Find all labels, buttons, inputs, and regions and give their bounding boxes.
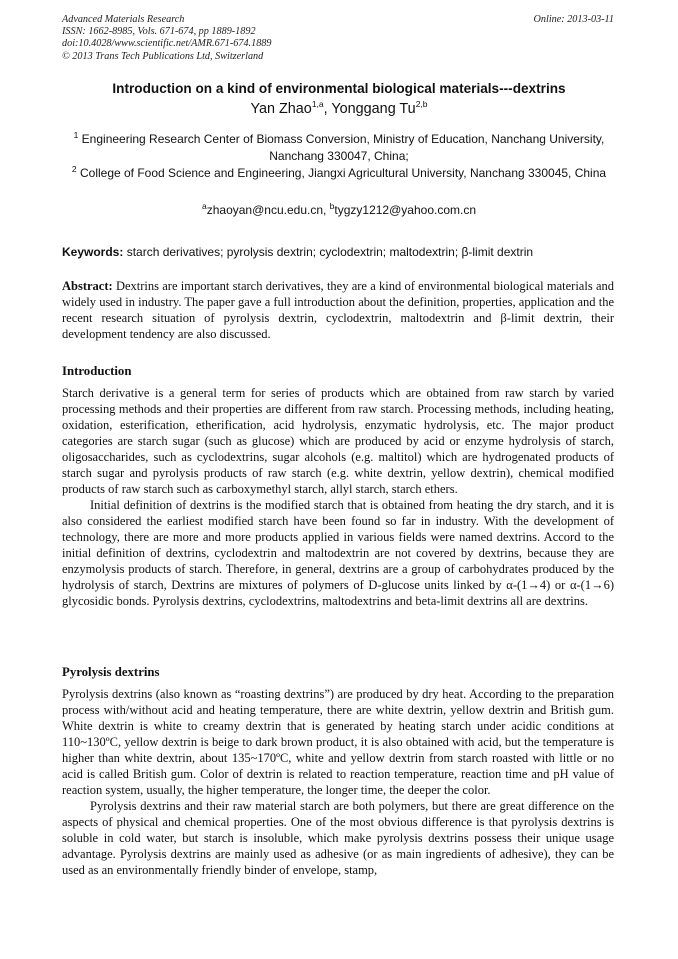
affiliation-1 xyxy=(60,131,618,164)
keywords-text: starch derivatives; pyrolysis dextrin; cyclodextrin; maltodextrin; β-limit dextrin xyxy=(123,245,534,259)
email-b-link[interactable]: tygzy1212@yahoo.com.cn xyxy=(334,203,476,217)
email-a-sup: a xyxy=(202,201,207,211)
affiliation-2 xyxy=(70,165,608,182)
journal-name: Advanced Materials Research xyxy=(62,14,185,25)
keywords-label: Keywords: xyxy=(62,245,124,259)
section-introduction xyxy=(62,363,614,609)
journal-doi: doi:10.4028/www.scientific.net/AMR.671-674.1889 xyxy=(62,38,272,50)
journal-issn: ISSN: 1662-8985, Vols. 671-674, pp 1889-1892 xyxy=(62,26,256,38)
affiliation-1-text: Engineering Research Center of Biomass Conversion, Ministry of Education, Nanchang University, Nanchang 330047, China; xyxy=(78,132,605,163)
affiliation-2-text: College of Food Science and Engineering, Jiangxi Agricultural University, Nanchang 330045, China xyxy=(76,166,607,180)
author-1-name: Yan Zhao xyxy=(250,101,312,117)
pyrolysis-paragraph-2: Pyrolysis dextrins and their raw material starch are both polymers, but there are great difference on the aspects of physical and chemical properties. One of the most obvious difference is that pyrolysis dextrins is soluble in cold water, but starch is insoluble, which make pyrolysis dextrins possess their unique usage advantage. Pyrolysis dextrins are mainly used as adhesive (or as main ingredients of adhesive), they can be used as an environmentally friendly binder of envelope, stamp, xyxy=(62,799,614,877)
pyrolysis-heading: Pyrolysis dextrins xyxy=(62,665,160,679)
journal-copyright: © 2013 Trans Tech Publications Ltd, Switzerland xyxy=(62,50,264,62)
author-2-sup: 2,b xyxy=(415,99,428,110)
affiliation-2-num: 2 xyxy=(71,164,77,174)
author-separator: , xyxy=(323,101,332,117)
email-b-sup: b xyxy=(329,201,335,211)
paper-title: Introduction on a kind of environmental biological materials---dextrins xyxy=(112,81,566,96)
email-separator: , xyxy=(323,203,330,217)
author-list xyxy=(40,101,638,117)
keywords xyxy=(62,245,616,259)
author-2-name: Yonggang Tu xyxy=(331,101,416,117)
online-date: Online: 2013-03-11 xyxy=(533,14,614,25)
email-a-link[interactable]: zhaoyan@ncu.edu.cn xyxy=(206,203,323,217)
author-1-sup: 1,a xyxy=(311,99,324,110)
section-pyrolysis-dextrins xyxy=(62,664,614,878)
affiliation-1-num: 1 xyxy=(73,130,79,140)
author-emails xyxy=(40,203,638,217)
introduction-heading: Introduction xyxy=(62,364,132,378)
abstract-label: Abstract: xyxy=(62,279,113,293)
introduction-paragraph-1: Starch derivative is a general term for series of products which are obtained from raw starch by varied processing methods and their properties are different from raw starch. Processing methods, including heating, oxidation, esterification, etherification, acid hydrolysis, enzymatic hydrolysis, etc. The major product categories are starch sugar (such as glucose) which are produced by acid or enzyme hydrolysis of starch, oligosaccharides, such as cyclodextrins, sugar alcohols (e.g. maltitol) which are hydrogenated products of starch sugar and pyrolysis products of raw starch (e.g. white dextrin, yellow dextrin), chemical modified products of raw starch such as carboxymethyl starch, allyl starch, starch ethers. xyxy=(62,386,614,496)
journal-header xyxy=(62,14,271,63)
pyrolysis-paragraph-1: Pyrolysis dextrins (also known as “roasting dextrins”) are produced by dry heat. According to the preparation process with/without acid and heating temperature, there are white dextrin, yellow dextrin and British gum. White dextrin is white to creamy dextrin that is generated by heating starch under acidic conditions at 110~130ºC, yellow dextrin is beige to dark brown product, it is also obtained with acid, but the temperature is higher than white dextrin, about 135~170ºC, white and yellow dextrin from starch roasted with little or no acid is called British gum. Color of dextrin is related to reaction temperature, reaction time and pH value of reaction system, usually, the higher temperature, the longer time, the deeper the color. xyxy=(62,687,614,797)
abstract xyxy=(62,278,614,342)
introduction-paragraph-2: Initial definition of dextrins is the modified starch that is obtained from heating the dry starch, and it is also considered the earliest modified starch have been found so far in industry. With the development of technology, there are more and more products applied in various fields were named dextrins. Accord to the initial definition of dextrins, cyclodextrin and maltodextrin are not covered by dextrins, because they are enzymolysis products of starch. Therefore, in general, dextrins are a group of carbohydrates produced by the hydrolysis of starch, Dextrins are mixtures of polymers of D-glucose units linked by α-(1→4) or α-(1→6) glycosidic bonds. Pyrolysis dextrins, cyclodextrins, maltodextrins and beta-limit dextrins all are dextrins. xyxy=(62,498,614,608)
abstract-text: Dextrins are important starch derivatives, they are a kind of environmental biological materials and widely used in industry. The paper gave a full introduction about the definition, properties, application and the recent research situation of pyrolysis dextrin, cyclodextrin, maltodextrin and β-limit dextrin, their development tendency are also discussed. xyxy=(62,279,614,341)
